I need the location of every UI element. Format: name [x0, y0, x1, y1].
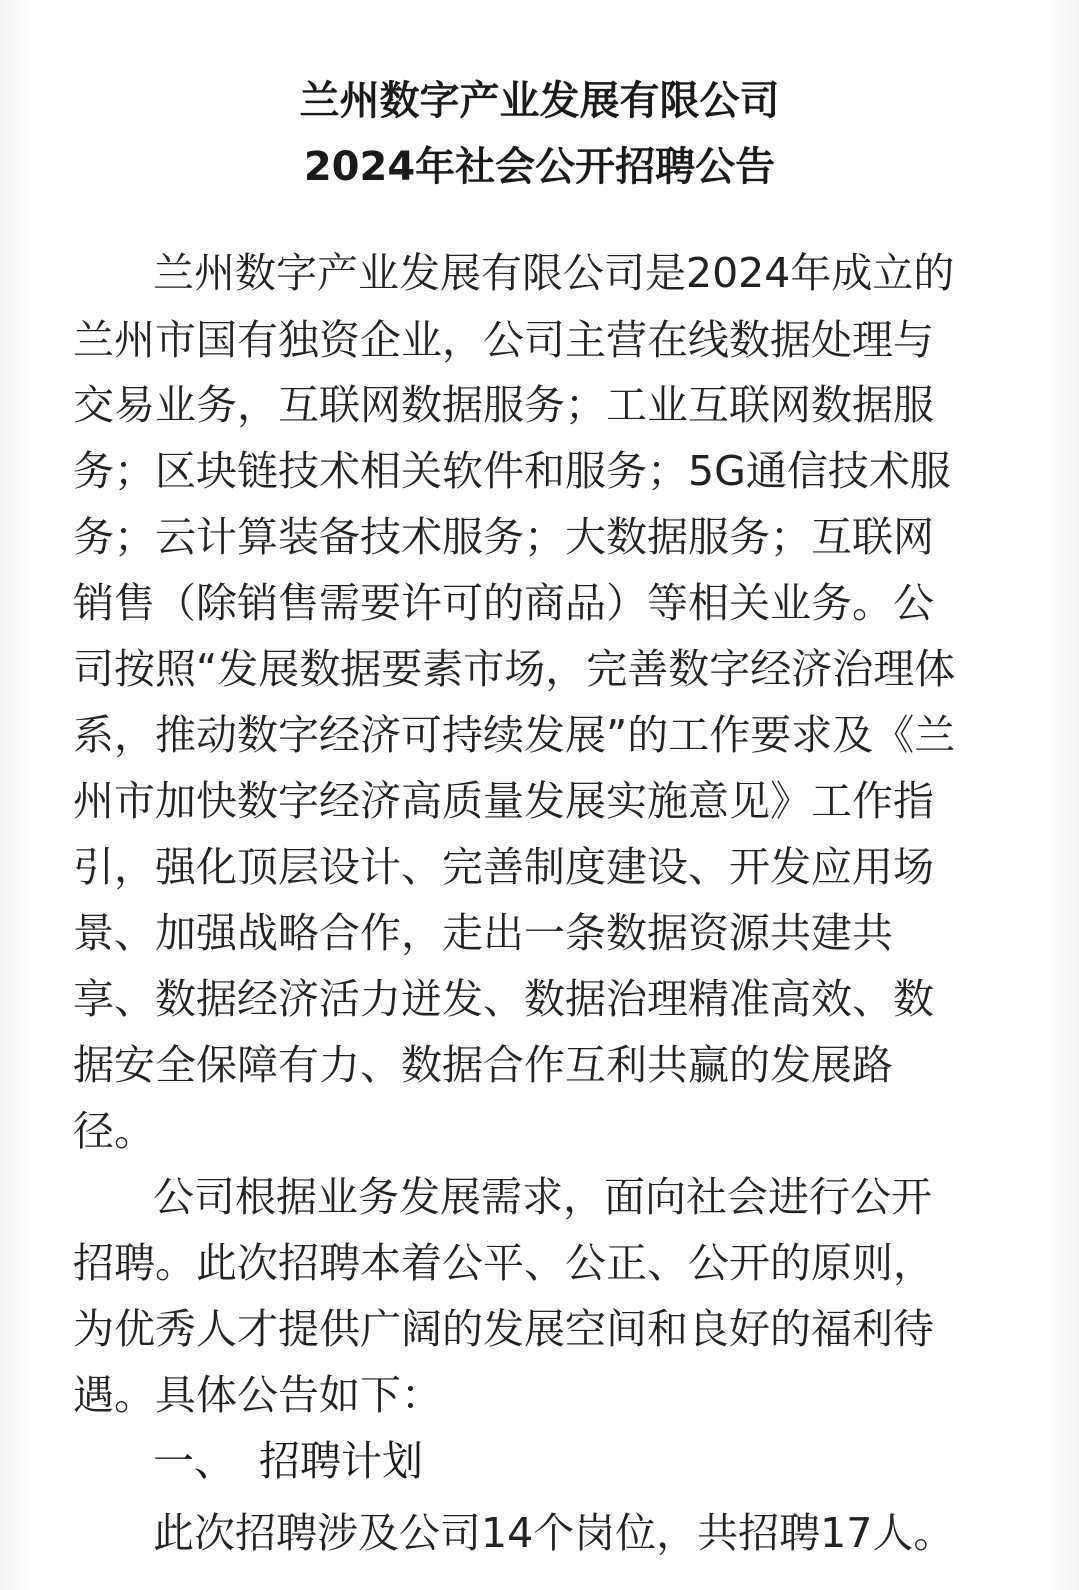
title-company: 兰州数字产业发展有限公司 [299, 78, 780, 124]
paragraph-line: 交易业务，互联网数据服务；工业互联网数据服 [73, 381, 934, 429]
paragraph-line: 公司根据业务发展需求，面向社会进行公开 [153, 1173, 932, 1221]
paragraph-line: 据安全保障有力、数据合作互利共赢的发展路 [73, 1041, 893, 1089]
paragraph-line: 兰州市国有独资企业，公司主营在线数据处理与 [73, 316, 934, 364]
section-number: 一、 [153, 1437, 235, 1485]
paragraph-line: 务；云计算装备技术服务；大数据服务；互联网 [73, 513, 934, 561]
paragraph-line: 系，推动数字经济可持续发展”的工作要求及《兰 [73, 711, 956, 759]
section-title: 招聘计划 [259, 1437, 423, 1485]
right-page-shadow [1049, 0, 1079, 1590]
paragraph-line: 为优秀人才提供广阔的发展空间和良好的福利待 [73, 1305, 934, 1353]
paragraph-line: 司按照“发展数据要素市场，完善数字经济治理体 [73, 645, 956, 693]
paragraph-line: 引，强化顶层设计、完善制度建设、开发应用场 [73, 843, 934, 891]
paragraph-line: 遇。具体公告如下： [73, 1371, 442, 1419]
paragraph-line: 径。 [73, 1107, 155, 1155]
paragraph-line: 景、加强战略合作，走出一条数据资源共建共 [73, 909, 893, 957]
paragraph-line: 招聘。此次招聘本着公平、公正、公开的原则， [73, 1239, 934, 1287]
paragraph-line: 享、数据经济活力迸发、数据治理精准高效、数 [73, 975, 934, 1023]
paragraph-line: 销售（除销售需要许可的商品）等相关业务。公 [73, 579, 934, 627]
section-heading [153, 1428, 423, 1494]
paragraph-line: 州市加快数字经济高质量发展实施意见》工作指 [73, 777, 934, 825]
paragraph-line: 此次招聘涉及公司14个岗位，共招聘17人。 [153, 1509, 955, 1557]
paragraph-line: 兰州数字产业发展有限公司是2024年成立的 [153, 249, 955, 297]
title-announcement: 2024年社会公开招聘公告 [303, 144, 776, 190]
paragraph-line: 务；区块链技术相关软件和服务；5G通信技术服 [73, 447, 951, 495]
left-page-shadow [0, 0, 30, 1590]
